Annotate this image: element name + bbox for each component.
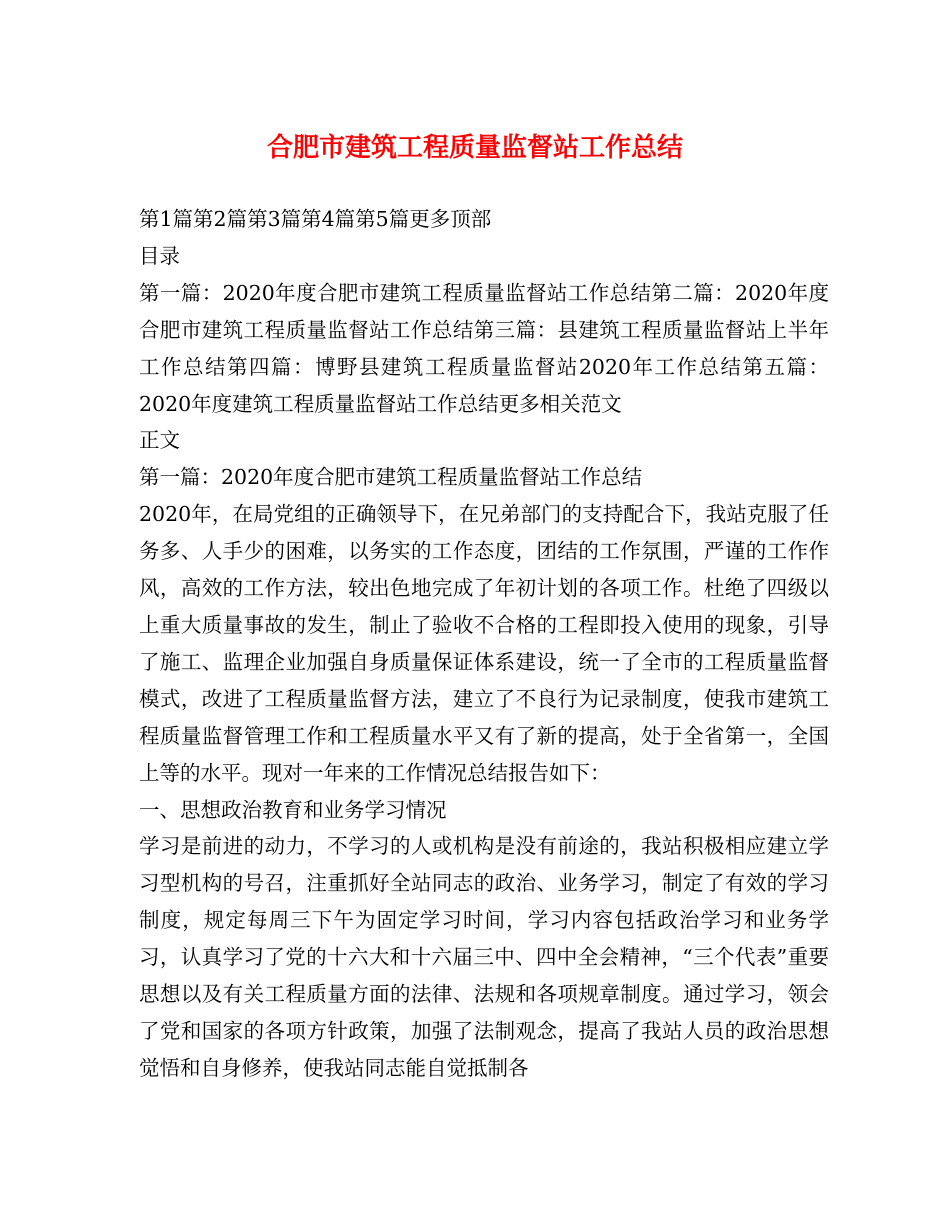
document-body (139, 201, 829, 1087)
body-heading: 正文 (139, 428, 180, 453)
document-title: 合肥市建筑工程质量监督站工作总结 (266, 133, 683, 163)
toc-heading: 目录 (139, 243, 180, 268)
paragraph-study: 学习是前进的动力，不学习的人或机构是没有前途的，我站积极相应建立学习型机构的号召，注重抓好全站同志的政治、业务学习，制定了有效的学习制度，规定每周三下午为固定学习时间，学习内容包括政治学习和业务学习，认真学习了党的十六大和十六届三中、四中全会精神，“三个代表”重要思想以及有关工程质量方面的法律、法规和各项规章制度。通过学习，领会了党和国家的各项方针政策，加强了法制观念，提高了我站人员的政治思想觉悟和自身修养，使我站同志能自觉抵制各 (139, 834, 829, 1080)
article-heading: 第一篇：2020年度合肥市建筑工程质量监督站工作总结 (139, 465, 643, 490)
toc-list[interactable]: 第一篇：2020年度合肥市建筑工程质量监督站工作总结第二篇：2020年度合肥市建筑工程质量监督站工作总结第三篇：县建筑工程质量监督站上半年工作总结第四篇：博野县建筑工程质量监督站2020年工作总结第五篇：2020年度建筑工程质量监督站工作总结更多相关范文 (139, 280, 829, 416)
page-nav-links[interactable]: 第1篇第2篇第3篇第4篇第5篇更多顶部 (139, 207, 492, 231)
paragraph-intro: 2020年，在局党组的正确领导下，在兄弟部门的支持配合下，我站克服了任务多、人手少的困难，以务实的工作态度，团结的工作氛围，严谨的工作作风，高效的工作方法，较出色地完成了年初计划的各项工作。杜绝了四级以上重大质量事故的发生，制止了验收不合格的工程即投入使用的现象，引导了施工、监理企业加强自身质量保证体系建设，统一了全市的工程质量监督模式，改进了工程质量监督方法，建立了不良行为记录制度，使我市建筑工程质量监督管理工作和工程质量水平又有了新的提高，处于全省第一，全国上等的水平。现对一年来的工作情况总结报告如下： (139, 502, 829, 785)
section-heading: 一、思想政治教育和业务学习情况 (139, 797, 447, 822)
